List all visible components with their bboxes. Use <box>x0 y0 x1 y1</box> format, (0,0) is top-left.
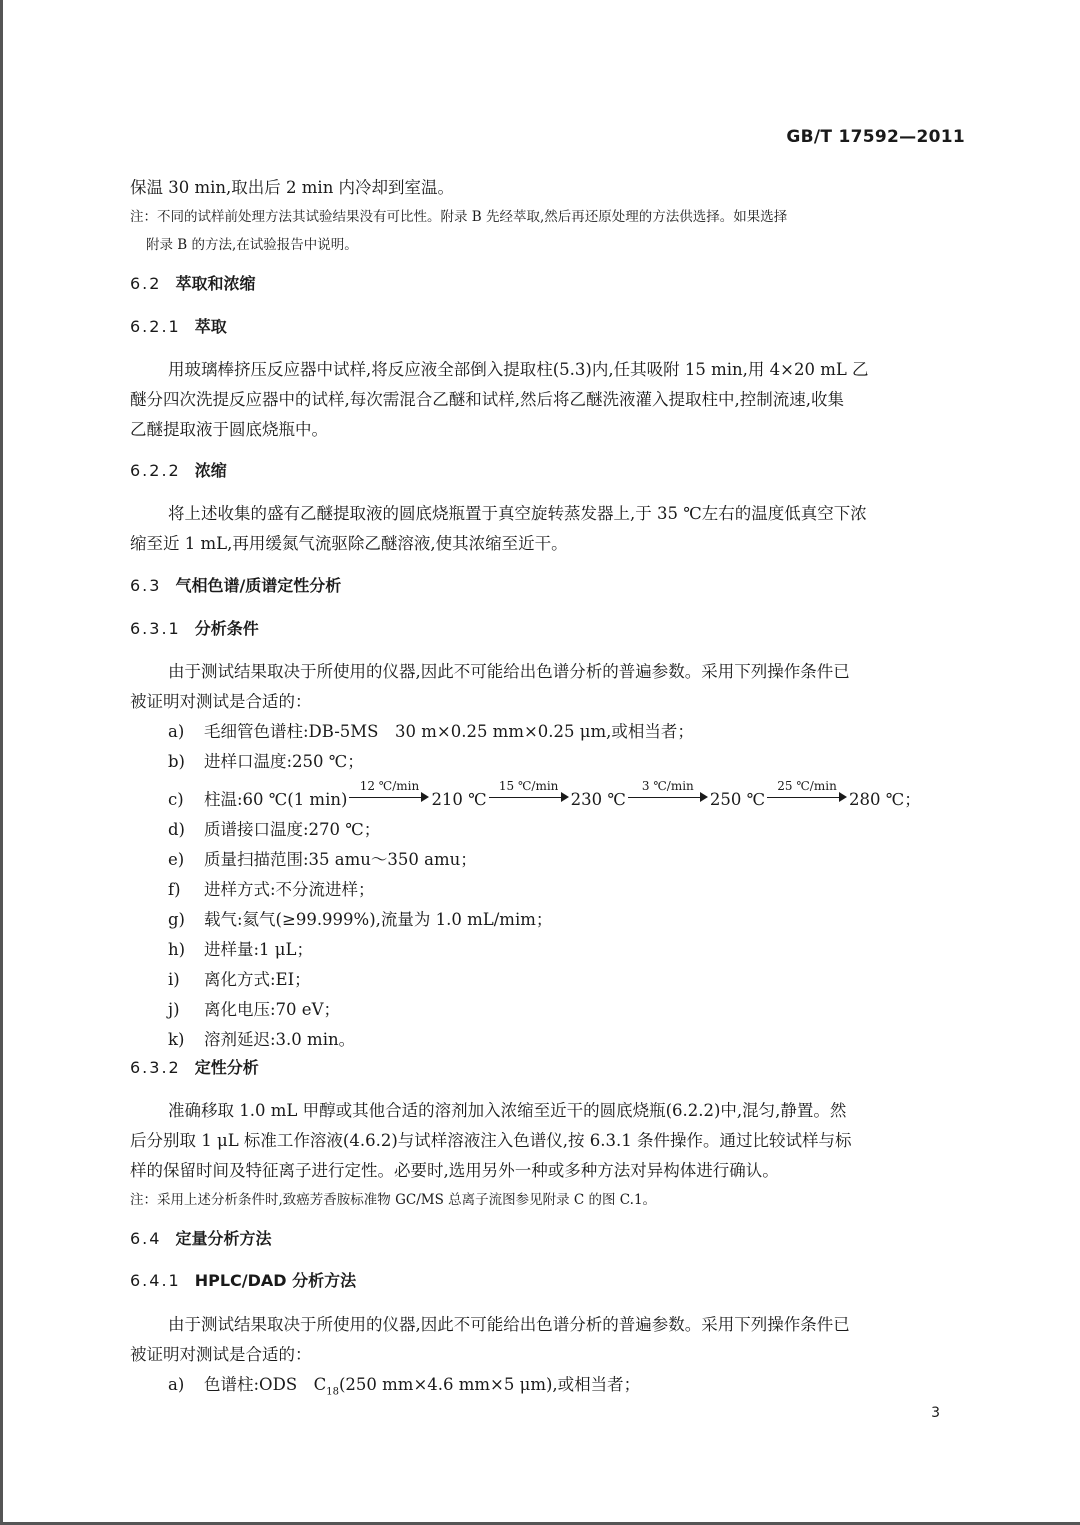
section-6-2-heading: 6.2 萃取和浓缩 <box>130 274 256 293</box>
paragraph-line: 样的保留时间及特征离子进行定性。必要时,选用另外一种或多种方法对异构体进行确认。 <box>130 1161 779 1180</box>
list-item: b) 进样口温度:250 ℃； <box>168 752 364 771</box>
paragraph-line: 乙醚提取液于圆底烧瓶中。 <box>130 420 328 439</box>
section-6-3-heading: 6.3 气相色谱/质谱定性分析 <box>130 576 342 595</box>
section-6-2-2-body <box>130 499 966 559</box>
list-item-temperature-program: c) 柱温:60 ℃(1 min) 12 ℃/min 210 ℃ 15 ℃/min 230 ℃ 3 ℃/min 250 ℃ 25 ℃/min 280 ℃； <box>168 779 921 809</box>
list-item: e) 质量扫描范围:35 amu～350 amu； <box>168 850 477 869</box>
arrow-icon: 15 ℃/min <box>489 787 569 807</box>
paragraph-line: 后分别取 1 μL 标准工作溶液(4.6.2)与试样溶液注入色谱仪,按 6.3.1 条件操作。通过比较试样与标 <box>130 1131 852 1150</box>
intro-note: 注：不同的试样前处理方法其试验结果没有可比性。附录 B 先经萃取,然后再还原处理的方法供选择。如果选择 <box>130 209 788 225</box>
list-item: a) 毛细管色谱柱:DB-5MS 30 m×0.25 mm×0.25 μm,或相当者； <box>168 722 694 741</box>
paragraph-line: 准确移取 1.0 mL 甲醇或其他合适的溶剂加入浓缩至近干的圆底烧瓶(6.2.2)中,混匀,静置。然 <box>168 1101 847 1120</box>
paragraph-line: 被证明对测试是合适的： <box>130 692 312 711</box>
condition-list <box>168 717 968 1055</box>
intro-line: 保温 30 min,取出后 2 min 内冷却到室温。 <box>130 178 455 197</box>
column-list <box>168 1370 968 1407</box>
section-6-2-1-heading: 6.2.1 萃取 <box>130 317 227 336</box>
section-6-3-1-heading: 6.3.1 分析条件 <box>130 619 259 638</box>
document-code: GB/T 17592—2011 <box>786 127 965 147</box>
paragraph-line: 缩至近 1 mL,再用缓氮气流驱除乙醚溶液,使其浓缩至近干。 <box>130 534 568 553</box>
section-note: 注：采用上述分析条件时,致癌芳香胺标准物 GC/MS 总离子流图参见附录 C 的图 C.1。 <box>130 1192 657 1208</box>
page-number: 3 <box>931 1405 940 1421</box>
list-item: g) 载气:氦气(≥99.999%),流量为 1.0 mL/mim； <box>168 910 553 929</box>
paragraph-line: 将上述收集的盛有乙醚提取液的圆底烧瓶置于真空旋转蒸发器上,于 35 ℃左右的温度低真空下浓 <box>168 504 867 523</box>
paragraph-line: 醚分四次洗提反应器中的试样,每次需混合乙醚和试样,然后将乙醚洗液灌入提取柱中,控制流速,收集 <box>130 390 844 409</box>
arrow-icon: 12 ℃/min <box>349 787 429 807</box>
list-item: a) 色谱柱:ODS $C_{18}(250$ mm×4.6 mm×5 μm),或相当者； <box>168 1375 641 1398</box>
section-6-4-1-body <box>130 1310 966 1370</box>
arrow-icon: 3 ℃/min <box>628 787 708 807</box>
section-6-3-2-heading: 6.3.2 定性分析 <box>130 1058 259 1077</box>
list-item: f) 进样方式:不分流进样； <box>168 880 375 899</box>
section-6-3-2-body <box>130 1096 966 1214</box>
paragraph-line: 用玻璃棒挤压反应器中试样,将反应液全部倒入提取柱(5.3)内,任其吸附 15 min,用 4×20 mL 乙 <box>168 360 869 379</box>
section-6-4-1-heading: 6.4.1 HPLC/DAD 分析方法 <box>130 1271 357 1290</box>
list-item: j) 离化电压:70 eV； <box>168 1000 340 1019</box>
paragraph-line: 被证明对测试是合适的： <box>130 1345 312 1364</box>
paragraph-line: 由于测试结果取决于所使用的仪器,因此不可能给出色谱分析的普遍参数。采用下列操作条件已 <box>168 1315 850 1334</box>
arrow-icon: 25 ℃/min <box>767 787 847 807</box>
section-6-2-2-heading: 6.2.2 浓缩 <box>130 461 227 480</box>
section-6-3-1-body <box>130 657 966 717</box>
list-item: i) 离化方式:EI； <box>168 970 311 989</box>
intro-block <box>130 173 966 259</box>
paragraph-line: 由于测试结果取决于所使用的仪器,因此不可能给出色谱分析的普遍参数。采用下列操作条件已 <box>168 662 850 681</box>
intro-note-continued: 附录 B 的方法,在试验报告中说明。 <box>146 237 358 253</box>
section-6-4-heading: 6.4 定量分析方法 <box>130 1229 272 1248</box>
list-item: k) 溶剂延迟:3.0 min。 <box>168 1030 356 1049</box>
list-item: d) 质谱接口温度:270 ℃； <box>168 820 381 839</box>
section-6-2-1-body <box>130 355 966 445</box>
list-item: h) 进样量:1 μL； <box>168 940 313 959</box>
